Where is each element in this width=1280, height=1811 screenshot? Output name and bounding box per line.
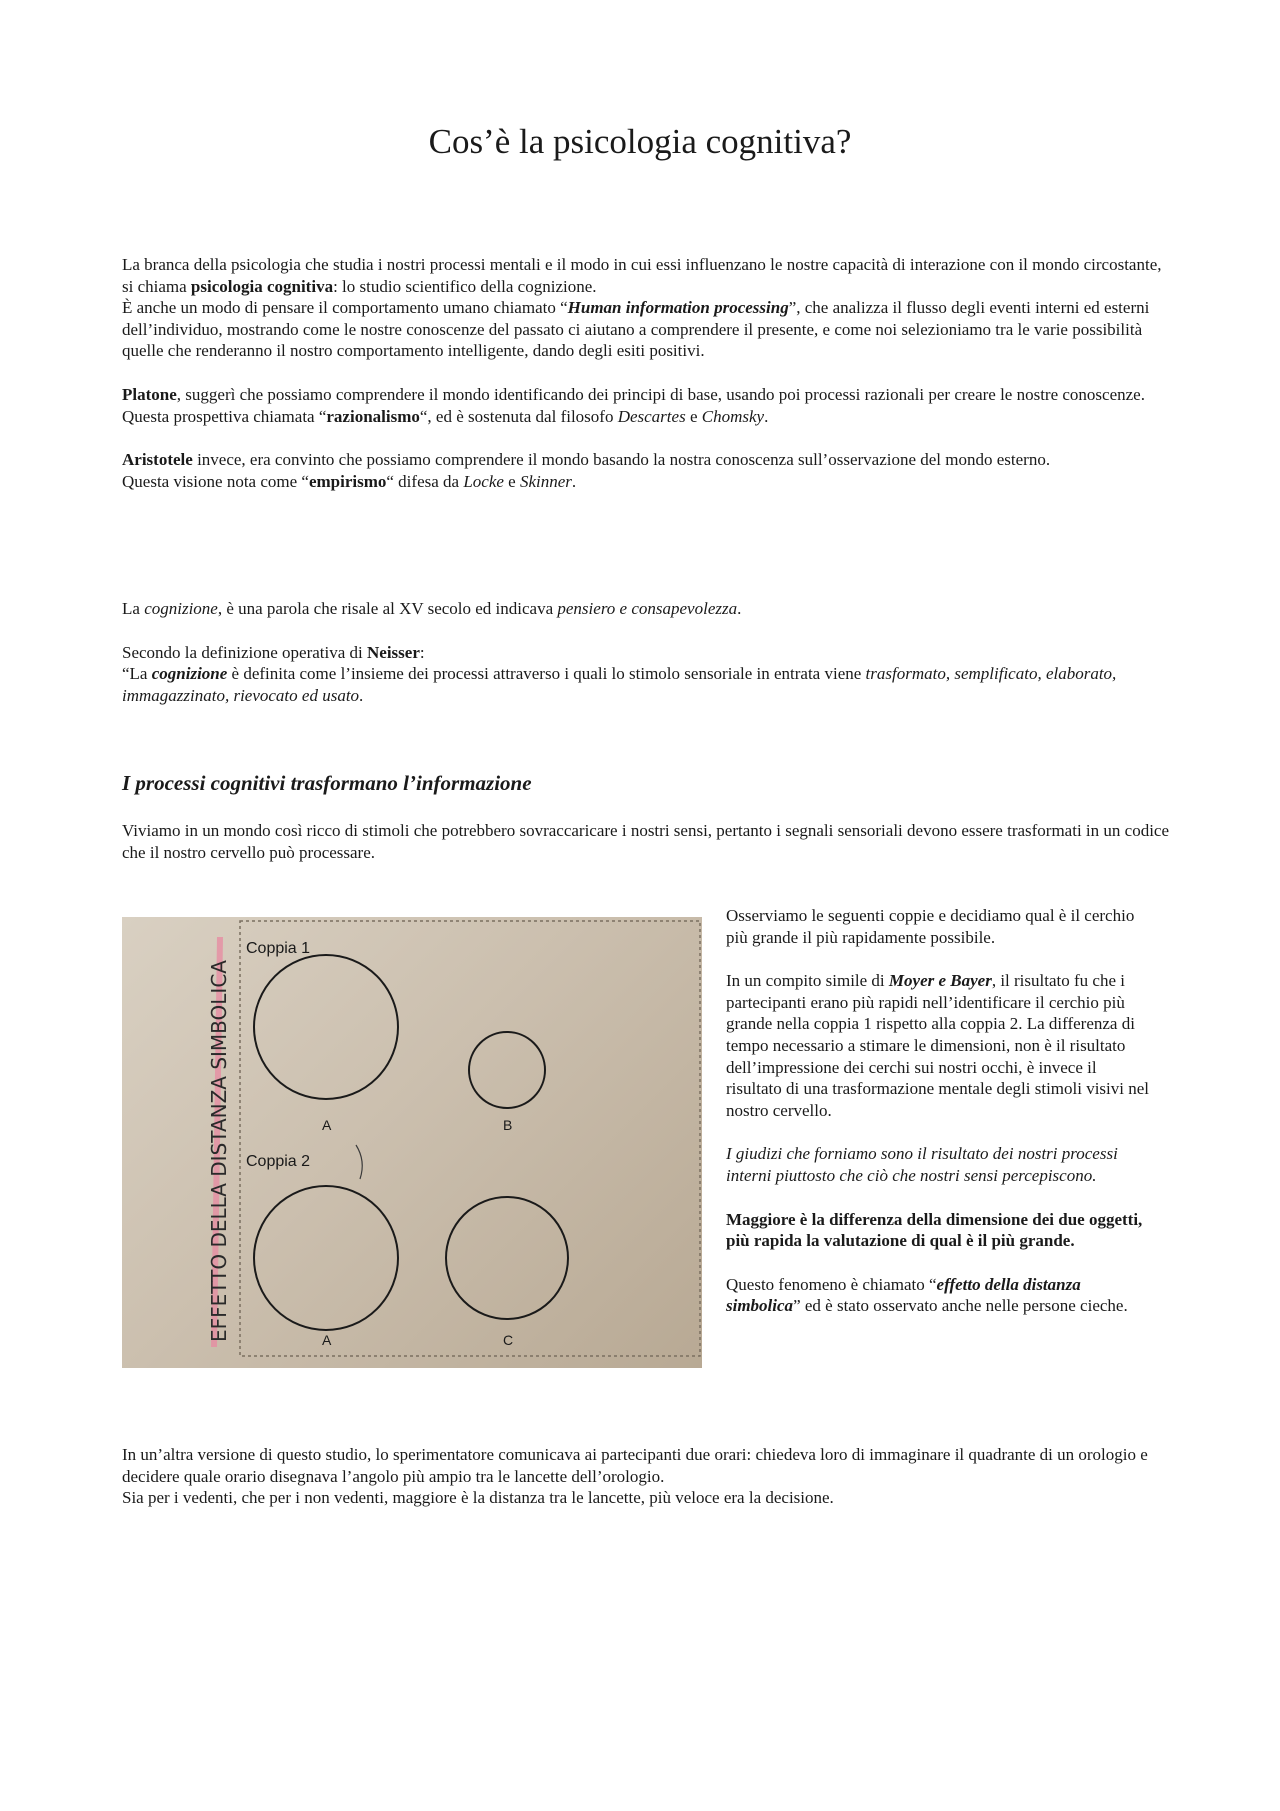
viviamo-paragraph: Viviamo in un mondo così ricco di stimoli che potrebbero sovraccaricare i nostri sensi, pertanto i segnali sensoriali devono essere trasformati in un codice che il nostro cervello può processare.: [122, 821, 1170, 862]
neisser-intro: Secondo la definizione operativa di Neisser:: [122, 642, 425, 662]
circles-figure: [122, 917, 702, 1368]
side-paragraph-5: Questo fenomeno è chiamato “effetto della distanza simbolica” ed è stato osservato anche nelle persone cieche.: [726, 1274, 1128, 1316]
side-column: [726, 905, 1152, 1339]
section-heading: I processi cognitivi trasformano l’informazione: [122, 771, 532, 795]
label-c: C: [503, 1332, 514, 1348]
platone-paragraph: Platone, suggerì che possiamo comprendere il mondo identificando dei principi di base, usando poi processi razionali per creare le nostre conoscenze.: [122, 384, 1145, 404]
closing-paragraph-1: In un’altra versione di questo studio, lo sperimentatore comunicava ai partecipanti due orari: chiedeva loro di immaginare il quadrante di un orologio e decidere quale orario disegnava l’angolo più ampio tra le lancette dell’orologio.: [122, 1445, 1148, 1486]
intro-paragraph-2: È anche un modo di pensare il comportamento umano chiamato “Human information processing”, che analizza il flusso degli eventi interni ed esterni dell’individuo, mostrando come le nostre conoscenze del passato ci aiutano a comprendere il presente, e come noi selezioniamo tra le varie possibilità quelle che renderanno il nostro comportamento intelligente, dando degli esiti positivi.: [122, 298, 1150, 361]
circle-b: [469, 1032, 545, 1108]
circle-a-pair1: [254, 955, 398, 1099]
pair1-label: Coppia 1: [246, 940, 311, 957]
label-a-pair2: A: [322, 1332, 332, 1348]
frame-border: [240, 921, 700, 1356]
cognizione-paragraph: La cognizione, è una parola che risale al XV secolo ed indicava pensiero e consapevolezza.: [122, 599, 742, 618]
empirismo-line: Questa visione nota come “empirismo“ difesa da Locke e Skinner.: [122, 471, 577, 491]
label-a-pair1: A: [322, 1117, 332, 1133]
circle-a-pair2: [254, 1186, 398, 1330]
neisser-definition: “La cognizione è definita come l’insieme dei processi attraverso i quali lo stimolo sensoriale in entrata viene trasformato, semplificato, elaborato, immagazzinato, rievocato ed usato.: [122, 664, 1117, 705]
pair2-label: Coppia 2: [246, 1153, 311, 1170]
side-paragraph-2: In un compito simile di Moyer e Bayer, il risultato fu che i partecipanti erano più rapidi nell’identificare il cerchio più grande nella coppia 1 rispetto alla coppia 2. La differenza di tempo necessario a stimare le dimensioni, non è il risultato dell’impressione dei cerchi sui nostri occhi, è invece il risultato di una trasformazione mentale degli stimoli visivi nel nostro cervello.: [726, 971, 1150, 1120]
intro-paragraph-1: La branca della psicologia che studia i nostri processi mentali e il modo in cui essi influenzano le nostre capacità di interazione con il mondo circostante, si chiama psicologia cognitiva: lo studio scientifico della cognizione.: [122, 255, 1162, 296]
razionalismo-line: Questa prospettiva chiamata “razionalismo“, ed è sostenuta dal filosofo Descartes e Chomsky.: [122, 406, 769, 426]
side-paragraph-1: Osserviamo le seguenti coppie e decidiamo qual è il cerchio più grande il più rapidamente possibile.: [726, 906, 1135, 947]
aristotele-paragraph: Aristotele invece, era convinto che possiamo comprendere il mondo basando la nostra conoscenza sull’osservazione del mondo esterno.: [122, 450, 1051, 470]
label-b: B: [503, 1117, 513, 1133]
cognizione-block: [122, 598, 1172, 706]
side-paragraph-3: I giudizi che forniamo sono il risultato dei nostri processi interni piuttosto che ciò che nostri sensi percepiscono.: [726, 1144, 1118, 1185]
closing-paragraph-2: Sia per i vedenti, che per i non vedenti, maggiore è la distanza tra le lancette, più veloce era la decisione.: [122, 1488, 834, 1508]
circles-figure-svg: [122, 917, 702, 1368]
viviamo-block: [122, 820, 1172, 863]
circle-c: [446, 1197, 568, 1319]
page-title: Cos’è la psicologia cognitiva?: [428, 122, 852, 161]
closing-block: [122, 1444, 1172, 1509]
pencil-mark: [356, 1145, 362, 1179]
intro-block: [122, 254, 1172, 492]
handwritten-note: EFFETTO DELLA DISTANZA SIMBOLICA: [207, 960, 231, 1342]
side-paragraph-4: Maggiore è la differenza della dimensione dei due oggetti, più rapida la valutazione di qual è il più grande.: [726, 1209, 1143, 1251]
